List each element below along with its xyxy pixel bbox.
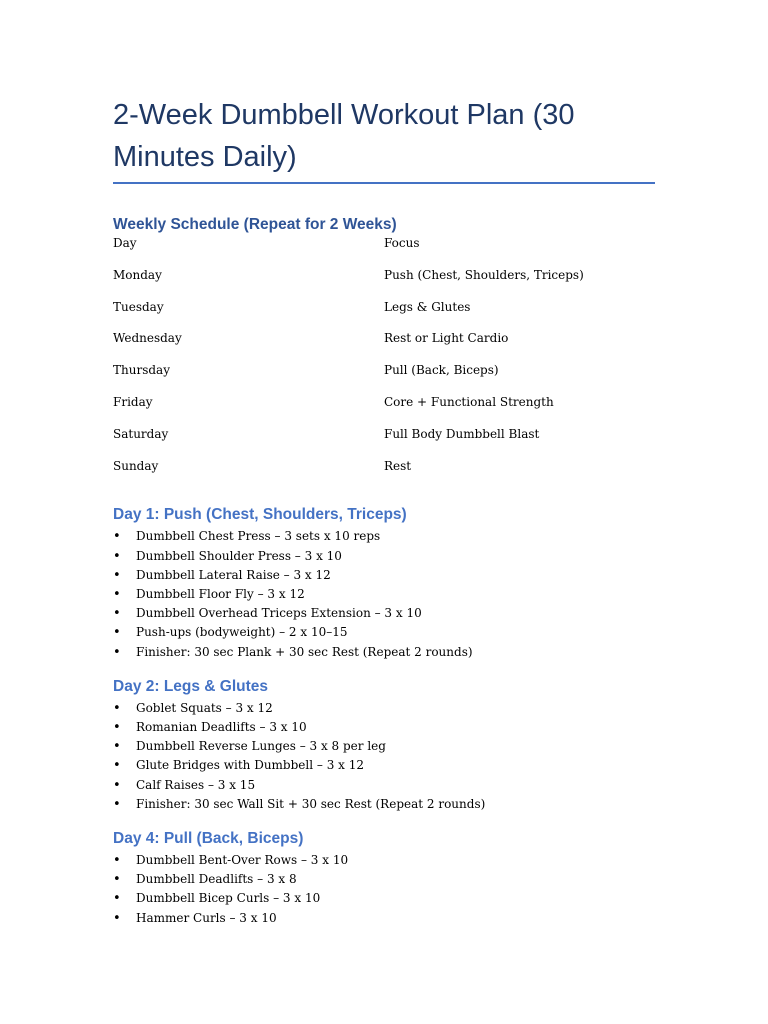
schedule-heading: Weekly Schedule (Repeat for 2 Weeks): [113, 216, 397, 233]
schedule-row: [113, 300, 655, 332]
list-item: [113, 718, 655, 737]
bullet-icon: •: [113, 644, 121, 660]
day2-heading: Day 2: Legs & Glutes: [113, 677, 269, 695]
bullet-icon: •: [113, 720, 121, 735]
list-item: [113, 737, 655, 756]
day4-exercise-list: [113, 851, 655, 928]
exercise-text: Dumbbell Bicep Curls – 3 x 10: [136, 891, 321, 906]
bullet-icon: •: [113, 891, 121, 907]
day1-heading: Day 1: Push (Chest, Shoulders, Triceps): [113, 506, 407, 524]
schedule-focus: Legs & Glutes: [384, 299, 471, 314]
title-underline: [113, 182, 655, 184]
exercise-text: Glute Bridges with Dumbbell – 3 x 12: [136, 758, 364, 773]
bullet-icon: •: [113, 548, 121, 564]
schedule-day: Monday: [113, 267, 162, 282]
bullet-icon: •: [113, 529, 121, 545]
list-item: [113, 909, 655, 928]
schedule-focus: Rest: [384, 458, 412, 473]
bullet-icon: •: [113, 910, 121, 926]
schedule-focus: Rest or Light Cardio: [384, 331, 509, 346]
bullet-icon: •: [113, 625, 121, 641]
schedule-row: [113, 395, 655, 427]
exercise-text: Romanian Deadlifts – 3 x 10: [136, 720, 307, 734]
exercise-text: Dumbbell Floor Fly – 3 x 12: [136, 586, 305, 601]
weekly-schedule-table: [113, 236, 655, 490]
exercise-text: Hammer Curls – 3 x 10: [136, 910, 277, 925]
schedule-row: [113, 268, 655, 300]
schedule-day: Wednesday: [113, 331, 182, 346]
exercise-text: Goblet Squats – 3 x 12: [136, 700, 273, 715]
list-item: [113, 851, 655, 870]
exercise-text: Finisher: 30 sec Plank + 30 sec Rest (Repeat 2 rounds): [136, 644, 473, 659]
exercise-text: Push-ups (bodyweight) – 2 x 10–15: [136, 625, 348, 640]
bullet-icon: •: [113, 872, 121, 888]
schedule-day: Thursday: [113, 363, 170, 378]
exercise-text: Calf Raises – 3 x 15: [136, 777, 256, 792]
exercise-text: Dumbbell Lateral Raise – 3 x 12: [136, 567, 331, 582]
schedule-row: [113, 331, 655, 363]
day2-exercise-list: [113, 699, 655, 814]
bullet-icon: •: [113, 853, 121, 869]
list-item: [113, 776, 655, 795]
bullet-icon: •: [113, 777, 121, 793]
exercise-text: Dumbbell Chest Press – 3 sets x 10 reps: [136, 529, 381, 544]
schedule-focus: Core + Functional Strength: [384, 394, 554, 409]
schedule-day: Sunday: [113, 458, 159, 473]
bullet-icon: •: [113, 700, 121, 716]
schedule-day: Saturday: [113, 426, 169, 441]
exercise-text: Dumbbell Reverse Lunges – 3 x 8 per leg: [136, 739, 386, 754]
schedule-focus: Pull (Back, Biceps): [384, 363, 499, 378]
schedule-header-day: Day: [113, 236, 137, 250]
list-item: [113, 870, 655, 889]
schedule-focus: Push (Chest, Shoulders, Triceps): [384, 267, 584, 282]
list-item: [113, 527, 655, 546]
schedule-day: Friday: [113, 394, 153, 409]
list-item: [113, 699, 655, 718]
exercise-text: Dumbbell Overhead Triceps Extension – 3 x 10: [136, 606, 422, 621]
list-item: [113, 623, 655, 642]
day1-exercise-list: [113, 527, 655, 661]
schedule-header-row: [113, 236, 655, 268]
bullet-icon: •: [113, 606, 121, 622]
day4-heading: Day 4: Pull (Back, Biceps): [113, 830, 304, 848]
bullet-icon: •: [113, 758, 121, 774]
schedule-day: Tuesday: [113, 299, 164, 314]
list-item: [113, 795, 655, 814]
document-page: [113, 94, 655, 928]
list-item: [113, 585, 655, 604]
exercise-text: Dumbbell Shoulder Press – 3 x 10: [136, 548, 342, 563]
bullet-icon: •: [113, 796, 121, 812]
schedule-focus: Full Body Dumbbell Blast: [384, 426, 540, 441]
list-item: [113, 889, 655, 908]
exercise-text: Finisher: 30 sec Wall Sit + 30 sec Rest (Repeat 2 rounds): [136, 796, 486, 811]
list-item: [113, 756, 655, 775]
exercise-text: Dumbbell Bent-Over Rows – 3 x 10: [136, 853, 349, 868]
list-item: [113, 566, 655, 585]
list-item: [113, 604, 655, 623]
schedule-row: [113, 427, 655, 459]
schedule-row: [113, 459, 655, 491]
document-title: 2-Week Dumbbell Workout Plan (30 Minutes Daily): [113, 99, 575, 173]
schedule-row: [113, 363, 655, 395]
list-item: [113, 547, 655, 566]
bullet-icon: •: [113, 739, 121, 755]
exercise-text: Dumbbell Deadlifts – 3 x 8: [136, 872, 297, 887]
schedule-header-focus: Focus: [384, 236, 420, 250]
bullet-icon: •: [113, 567, 121, 583]
bullet-icon: •: [113, 586, 121, 602]
list-item: [113, 643, 655, 662]
